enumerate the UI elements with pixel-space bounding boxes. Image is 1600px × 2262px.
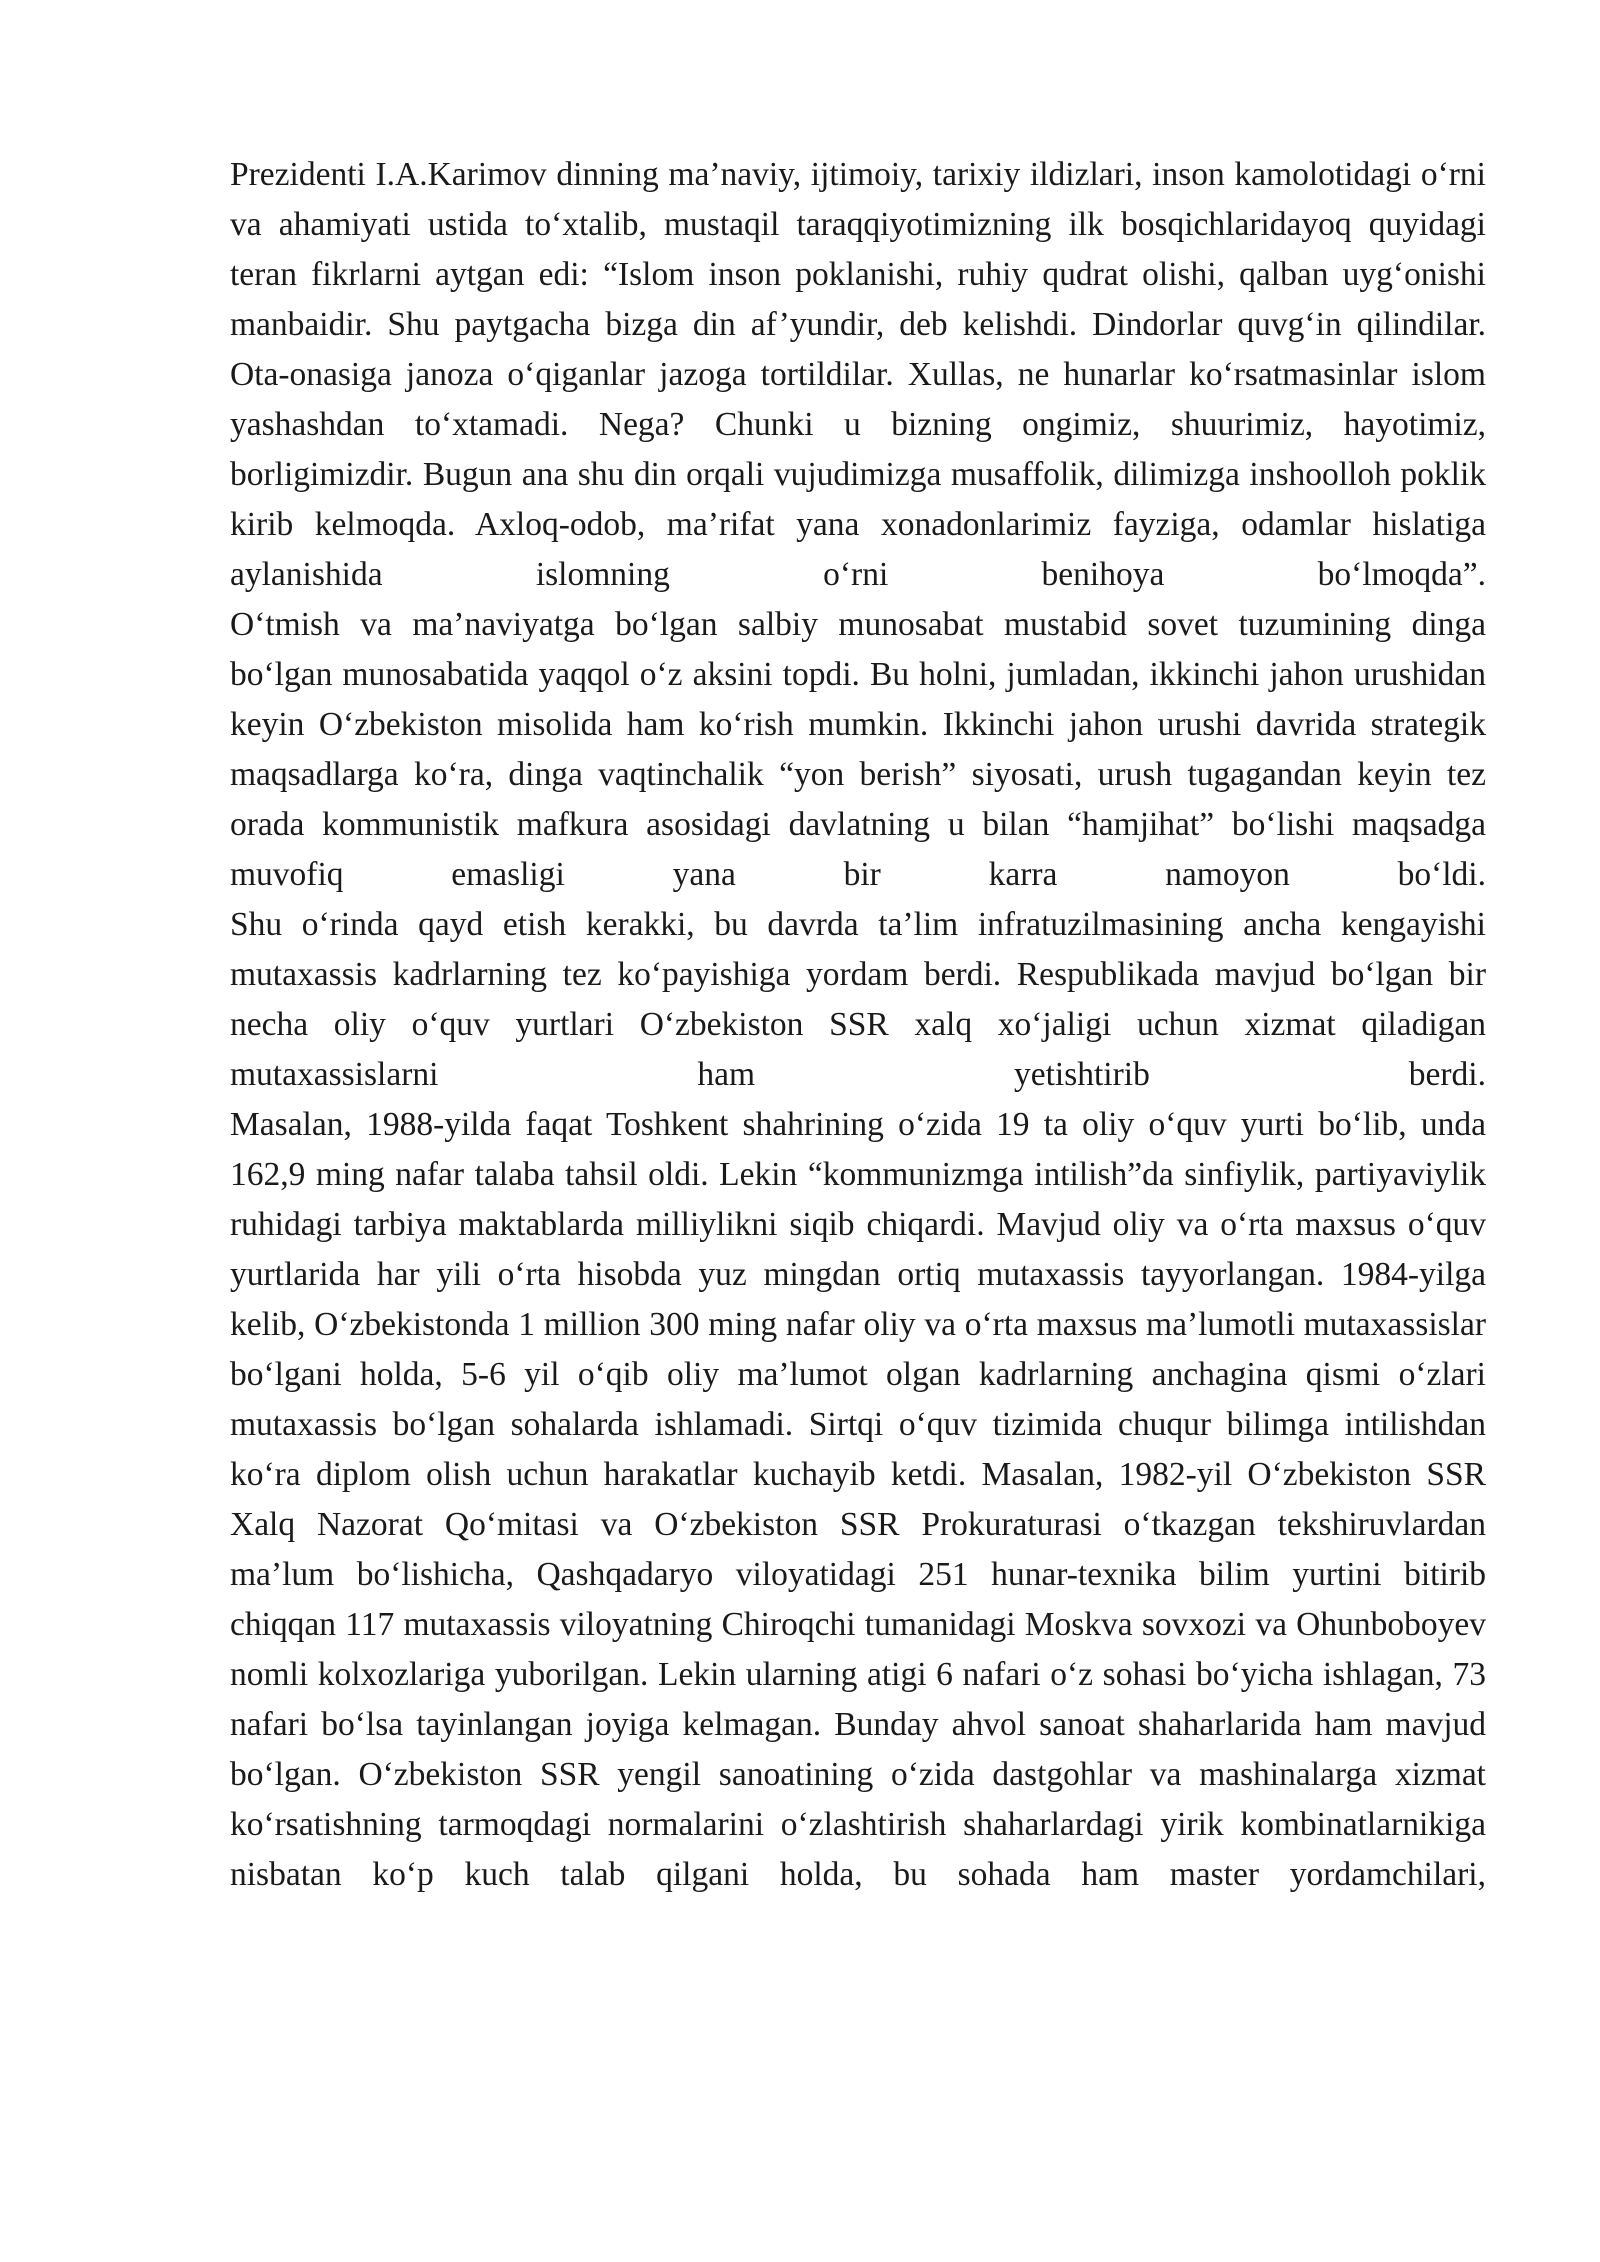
paragraph-soviet-religion: O‘tmish va ma’naviyatga bo‘lgan salbiy munosabat mustabid sovet tuzumining dinga bo‘lgan munosabatida yaqqol o‘z aksini topdi. Bu holni, jumladan, ikkinchi jahon urushidan keyin O‘zbekiston misolida ham ko‘rish mumkin. Ikkinchi jahon urushi davrida strategik maqsadlarga ko‘ra, dinga vaqtinchalik “yon berish” siyosati, urush tugagandan keyin tez orada kommunistik mafkura asosidagi davlatning u bilan “hamjihat” bo‘lishi maqsadga muvofiq emasligi yana bir karra namoyon bo‘ldi. <box>230 606 1486 893</box>
paragraph-education-infrastructure: Shu o‘rinda qayd etish kerakki, bu davrda ta’lim infratuzilmasining ancha kengayishi mutaxassis kadrlarning tez ko‘payishiga yordam berdi. Respublikada mavjud bo‘lgan bir necha oliy o‘quv yurtlari O‘zbekiston SSR xalq xo‘jaligi uchun xizmat qiladigan mutaxassislarni ham yetishtirib berdi. <box>230 906 1486 1093</box>
paragraph-islam-quote: Prezidenti I.A.Karimov dinning ma’naviy, ijtimoiy, tarixiy ildizlari, inson kamolotidagi o‘rni va ahamiyati ustida to‘xtalib, mustaqil taraqqiyotimizning ilk bosqichlaridayoq quyidagi teran fikrlarni aytgan edi: “Islom inson poklanishi, ruhiy qudrat olishi, qalban uyg‘onishi manbaidir. Shu paytgacha bizga din af’yundir, deb kelishdi. Dindorlar quvg‘in qilindilar. Ota-onasiga janoza o‘qiganlar jazoga tortildilar. Xullas, ne hunarlar ko‘rsatmasinlar islom yashashdan to‘xtamadi. Nega? Chunki u bizning ongimiz, shuurimiz, hayotimiz, borligimizdir. Bugun ana shu din orqali vujudimizga musaffolik, dilimizga inshoolloh poklik kirib kelmoqda. Axloq-odob, ma’rifat yana xonadonlarimiz fayziga, odamlar hislatiga aylanishida islomning o‘rni benihoya bo‘lmoqda”. <box>230 156 1486 593</box>
paragraph-specialists-statistics: Masalan, 1988-yilda faqat Toshkent shahrining o‘zida 19 ta oliy o‘quv yurti bo‘lib, unda 162,9 ming nafar talaba tahsil oldi. Lekin “kommunizmga intilish”da sinfiylik, partiyaviylik ruhidagi tarbiya maktablarda milliylikni siqib chiqardi. Mavjud oliy va o‘rta maxsus o‘quv yurtlarida har yili o‘rta hisobda yuz mingdan ortiq mutaxassis tayyorlangan. 1984-yilga kelib, O‘zbekistonda 1 million 300 ming nafar oliy va o‘rta maxsus ma’lumotli mutaxassislar bo‘lgani holda, 5-6 yil o‘qib oliy ma’lumot olgan kadrlarning anchagina qismi o‘zlari mutaxassis bo‘lgan sohalarda ishlamadi. Sirtqi o‘quv tizimida chuqur bilimga intilishdan ko‘ra diplom olish uchun harakatlar kuchayib ketdi. Masalan, 1982-yil O‘zbekiston SSR Xalq Nazorat Qo‘mitasi va O‘zbekiston SSR Prokuraturasi o‘tkazgan tekshiruvlardan ma’lum bo‘lishicha, Qashqadaryo viloyatidagi 251 hunar-texnika bilim yurtini bitirib chiqqan 117 mutaxassis viloyatning Chiroqchi tumanidagi Moskva sovxozi va Ohunboboyev nomli kolxozlariga yuborilgan. Lekin ularning atigi 6 nafari o‘z sohasi bo‘yicha ishlagan, 73 nafari bo‘lsa tayinlangan joyiga kelmagan. Bunday ahvol sanoat shaharlarida ham mavjud bo‘lgan. O‘zbekiston SSR yengil sanoatining o‘zida dastgohlar va mashinalarga xizmat ko‘rsatishning tarmoqdagi normalarini o‘zlashtirish shaharlardagi yirik kombinatlarnikiga nisbatan ko‘p kuch talab qilgani holda, bu sohada ham master yordamchilari, <box>230 1106 1486 1893</box>
body-text <box>230 150 1486 1900</box>
